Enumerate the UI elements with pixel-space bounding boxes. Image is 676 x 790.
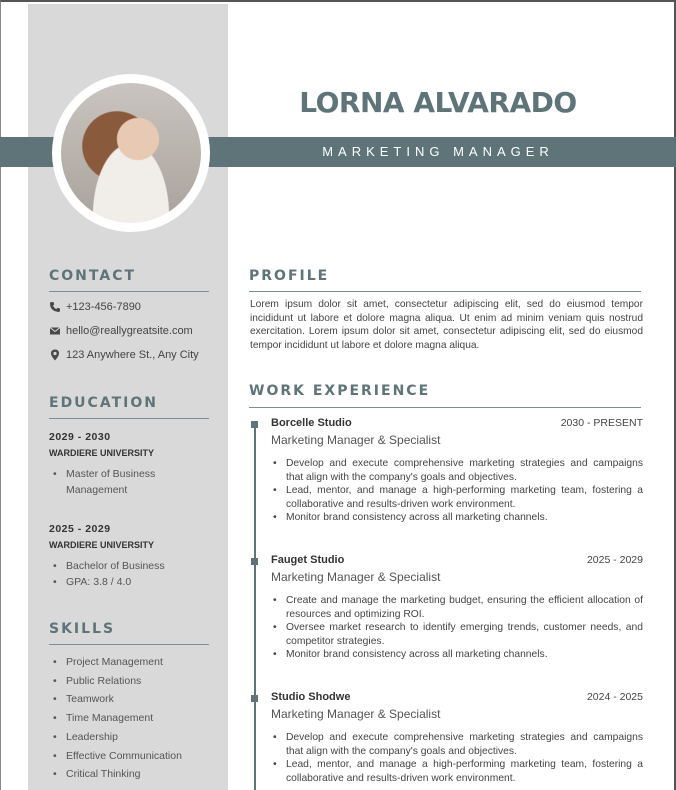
profile-photo (61, 83, 201, 223)
education-years: 2029 - 2030 (49, 431, 111, 443)
contact-email (49, 325, 193, 337)
experience-timeline (254, 422, 256, 790)
education-heading: EDUCATION (49, 395, 158, 411)
profile-text: Lorem ipsum dolor sit amet, consectetur adipiscing elit, sed do eiusmod tempor incididunt ut labore et dolore magna aliqua. Ut enim ad minim veniam quis nostrud exercitation. Lorem ipsum dolor sit amet, consectetur adipiscing elit, sed do eiusmod tempor incididunt ut labore et dolore magna aliqua. (250, 299, 643, 351)
skill-item: • Time Management (53, 709, 182, 728)
job-company: Borcelle Studio (271, 417, 352, 429)
skill-item: • Project Management (53, 653, 182, 672)
job-responsibilities (271, 457, 643, 525)
experience-divider (249, 407, 641, 408)
job-bullet: • Develop and execute comprehensive marketing strategies and campaigns that align with the company's goals and objectives. (271, 731, 643, 758)
education-detail: • Master of Business Management (53, 466, 155, 498)
skills-heading: SKILLS (49, 621, 116, 637)
education-detail: • GPA: 3.8 / 4.0 (53, 574, 165, 590)
skills-divider (49, 644, 209, 645)
job-dates: 2024 - 2025 (586, 691, 643, 703)
timeline-marker (251, 695, 258, 702)
address-text: 123 Anywhere St., Any City (66, 349, 199, 361)
education-years: 2025 - 2029 (49, 523, 111, 535)
education-detail: • Bachelor of Business (53, 558, 165, 574)
timeline-marker (251, 421, 258, 428)
job-role: Marketing Manager & Specialist (271, 707, 441, 721)
job-entry (271, 417, 643, 537)
job-responsibilities (271, 731, 643, 785)
job-bullet: • Lead, mentor, and manage a high-performing marketing team, fostering a collaborative and results-driven work environment. (271, 758, 643, 785)
job-bullet: • Oversee market research to identify emerging trends, customer needs, and competitor strategies. (271, 621, 643, 648)
profile-heading: PROFILE (249, 268, 330, 284)
mail-icon (49, 325, 61, 337)
education-school: WARDIERE UNIVERSITY (49, 448, 155, 458)
job-company: Studio Shodwe (271, 691, 351, 703)
job-title: MARKETING MANAGER (322, 144, 554, 159)
skill-item: • Public Relations (53, 672, 182, 691)
profile-divider (249, 291, 641, 292)
job-bullet: • Develop and execute comprehensive marketing strategies and campaigns that align with the company's goals and objectives. (271, 457, 643, 484)
phone-text: +123-456-7890 (66, 301, 141, 313)
education-details (53, 466, 155, 498)
skills-list (53, 653, 182, 784)
job-entry (271, 554, 643, 674)
skill-item: • Leadership (53, 728, 182, 747)
contact-heading: CONTACT (49, 268, 137, 284)
location-pin-icon (49, 349, 61, 361)
contact-phone (49, 301, 141, 313)
email-text: hello@reallygreatsite.com (66, 325, 193, 337)
experience-heading: WORK EXPERIENCE (249, 383, 431, 399)
job-dates: 2030 - PRESENT (560, 417, 643, 429)
phone-icon (49, 301, 61, 313)
job-bullet: • Create and manage the marketing budget, ensuring the efficient allocation of resources and optimizing ROI. (271, 594, 643, 621)
education-school: WARDIERE UNIVERSITY (49, 540, 155, 550)
skill-item: • Effective Communication (53, 747, 182, 766)
job-bullet: • Lead, mentor, and manage a high-performing marketing team, fostering a collaborative and results-driven work environment. (271, 484, 643, 511)
job-bullet: • Monitor brand consistency across all marketing channels. (271, 648, 643, 662)
contact-address (49, 349, 199, 361)
skill-item: • Teamwork (53, 690, 182, 709)
education-details (53, 558, 165, 590)
timeline-marker (251, 558, 258, 565)
job-dates: 2025 - 2029 (586, 554, 643, 566)
job-entry (271, 691, 643, 790)
job-role: Marketing Manager & Specialist (271, 570, 441, 584)
candidate-name: LORNA ALVARADO (299, 86, 577, 119)
skill-item: • Critical Thinking (53, 765, 182, 784)
contact-divider (49, 291, 209, 292)
job-role: Marketing Manager & Specialist (271, 433, 441, 447)
job-company: Fauget Studio (271, 554, 345, 566)
job-responsibilities (271, 594, 643, 662)
education-divider (49, 418, 209, 419)
job-bullet: • Monitor brand consistency across all marketing channels. (271, 511, 643, 525)
